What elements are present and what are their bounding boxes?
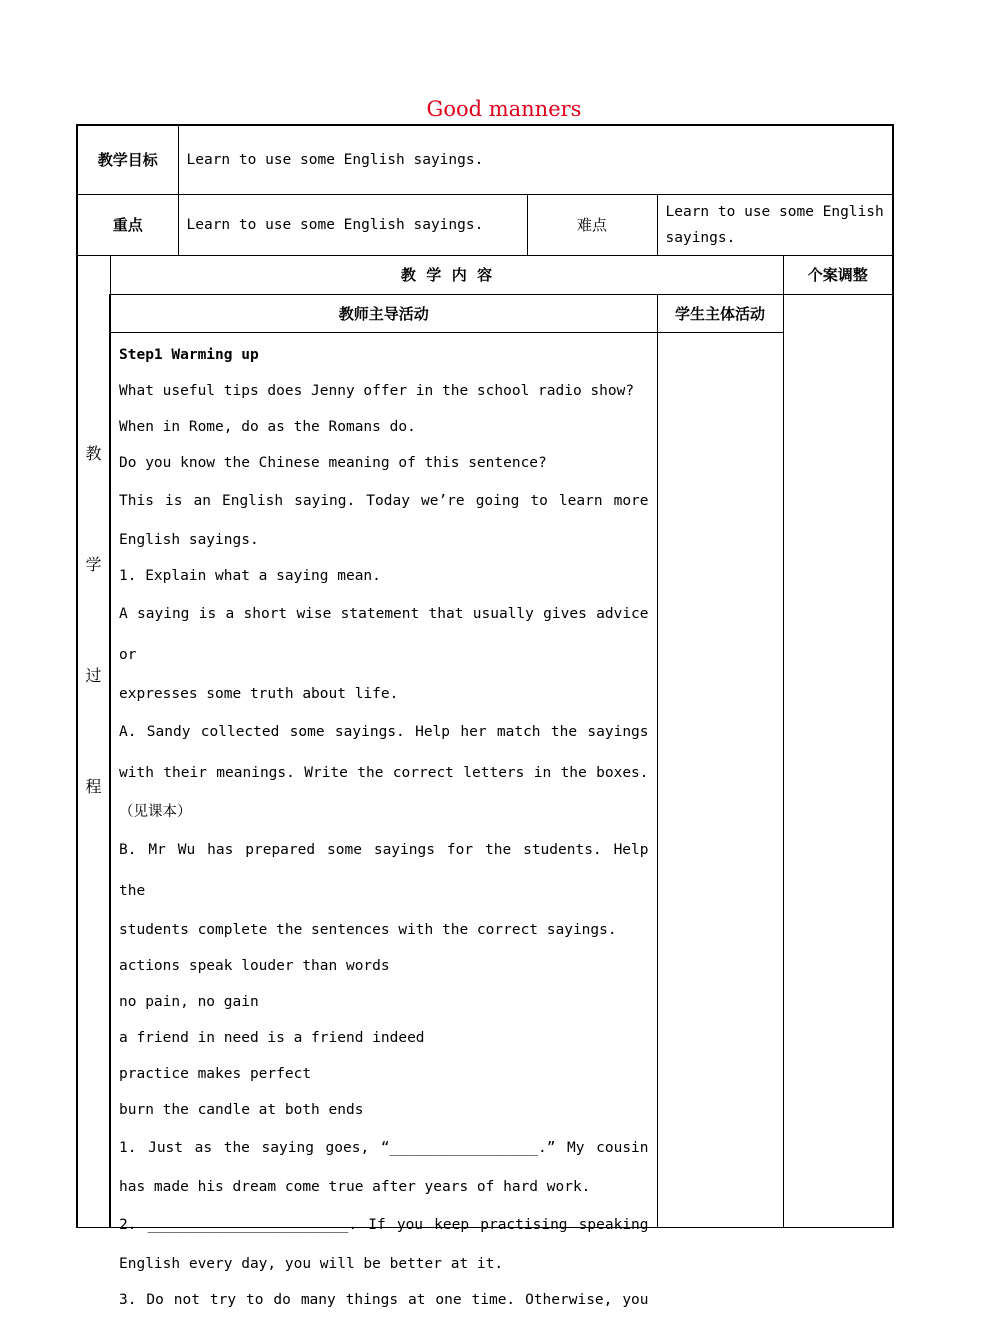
content-line: expresses some truth about life.	[119, 685, 399, 702]
content-header: 教 学 内 容	[110, 255, 783, 294]
key-point-text: Learn to use some English sayings.	[178, 194, 527, 255]
adjustment-column	[783, 294, 893, 1227]
teacher-activity-header: 教师主导活动	[110, 294, 657, 332]
content-line: English sayings.	[119, 531, 259, 548]
content-line: When in Rome, do as the Romans do.	[119, 418, 416, 435]
difficult-point-text: Learn to use some English sayings.	[657, 194, 893, 255]
student-activity-header: 学生主体活动	[657, 294, 783, 332]
difficult-point-label: 难点	[527, 194, 657, 255]
content-line: 1. Just as the saying goes, “_________________.” My cousin	[119, 1139, 649, 1156]
content-line: Step1 Warming up	[119, 346, 259, 363]
content-line: English every day, you will be better at it.	[119, 1255, 504, 1272]
objective-text: Learn to use some English sayings.	[178, 125, 893, 194]
adjustment-header: 个案调整	[783, 255, 893, 294]
content-line: burn the candle at both ends	[119, 1101, 364, 1118]
content-line: a friend in need is a friend indeed	[119, 1029, 425, 1046]
key-point-label: 重点	[77, 194, 178, 255]
process-char: 程	[85, 776, 102, 796]
lesson-plan-table	[76, 124, 894, 1308]
process-char: 过	[85, 665, 102, 685]
content-line: A saying is a short wise statement that usually gives advice or	[119, 605, 649, 663]
process-char: 学	[85, 554, 102, 574]
content-line: 3. Do not try to do many things at one time. Otherwise, you	[119, 1291, 649, 1308]
student-activity-content	[657, 332, 783, 1227]
document-title: Good manners	[426, 97, 582, 121]
objective-label: 教学目标	[77, 125, 178, 194]
content-line: 1. Explain what a saying mean.	[119, 567, 381, 584]
process-char: 教	[85, 443, 102, 463]
content-line: This is an English saying. Today we’re going to learn more	[119, 492, 649, 509]
content-line: （见课本）	[119, 803, 192, 820]
content-line: B. Mr Wu has prepared some sayings for the students. Help the	[119, 841, 649, 899]
content-line: What useful tips does Jenny offer in the school radio show?	[119, 382, 635, 399]
content-line: A. Sandy collected some sayings. Help her match the sayings	[119, 723, 649, 740]
content-line: no pain, no gain	[119, 993, 259, 1010]
content-line: with their meanings. Write the correct letters in the boxes.	[119, 764, 649, 781]
content-line: Do you know the Chinese meaning of this sentence?	[119, 454, 547, 471]
content-line: practice makes perfect	[119, 1065, 312, 1082]
content-line: actions speak louder than words	[119, 957, 390, 974]
teacher-activity-content	[110, 332, 657, 1308]
teaching-process-label	[77, 255, 110, 1227]
content-line: students complete the sentences with the correct sayings.	[119, 921, 617, 938]
content-line: has made his dream come true after years of hard work.	[119, 1178, 591, 1195]
content-line: 2. _______________________. If you keep practising speaking	[119, 1216, 649, 1233]
